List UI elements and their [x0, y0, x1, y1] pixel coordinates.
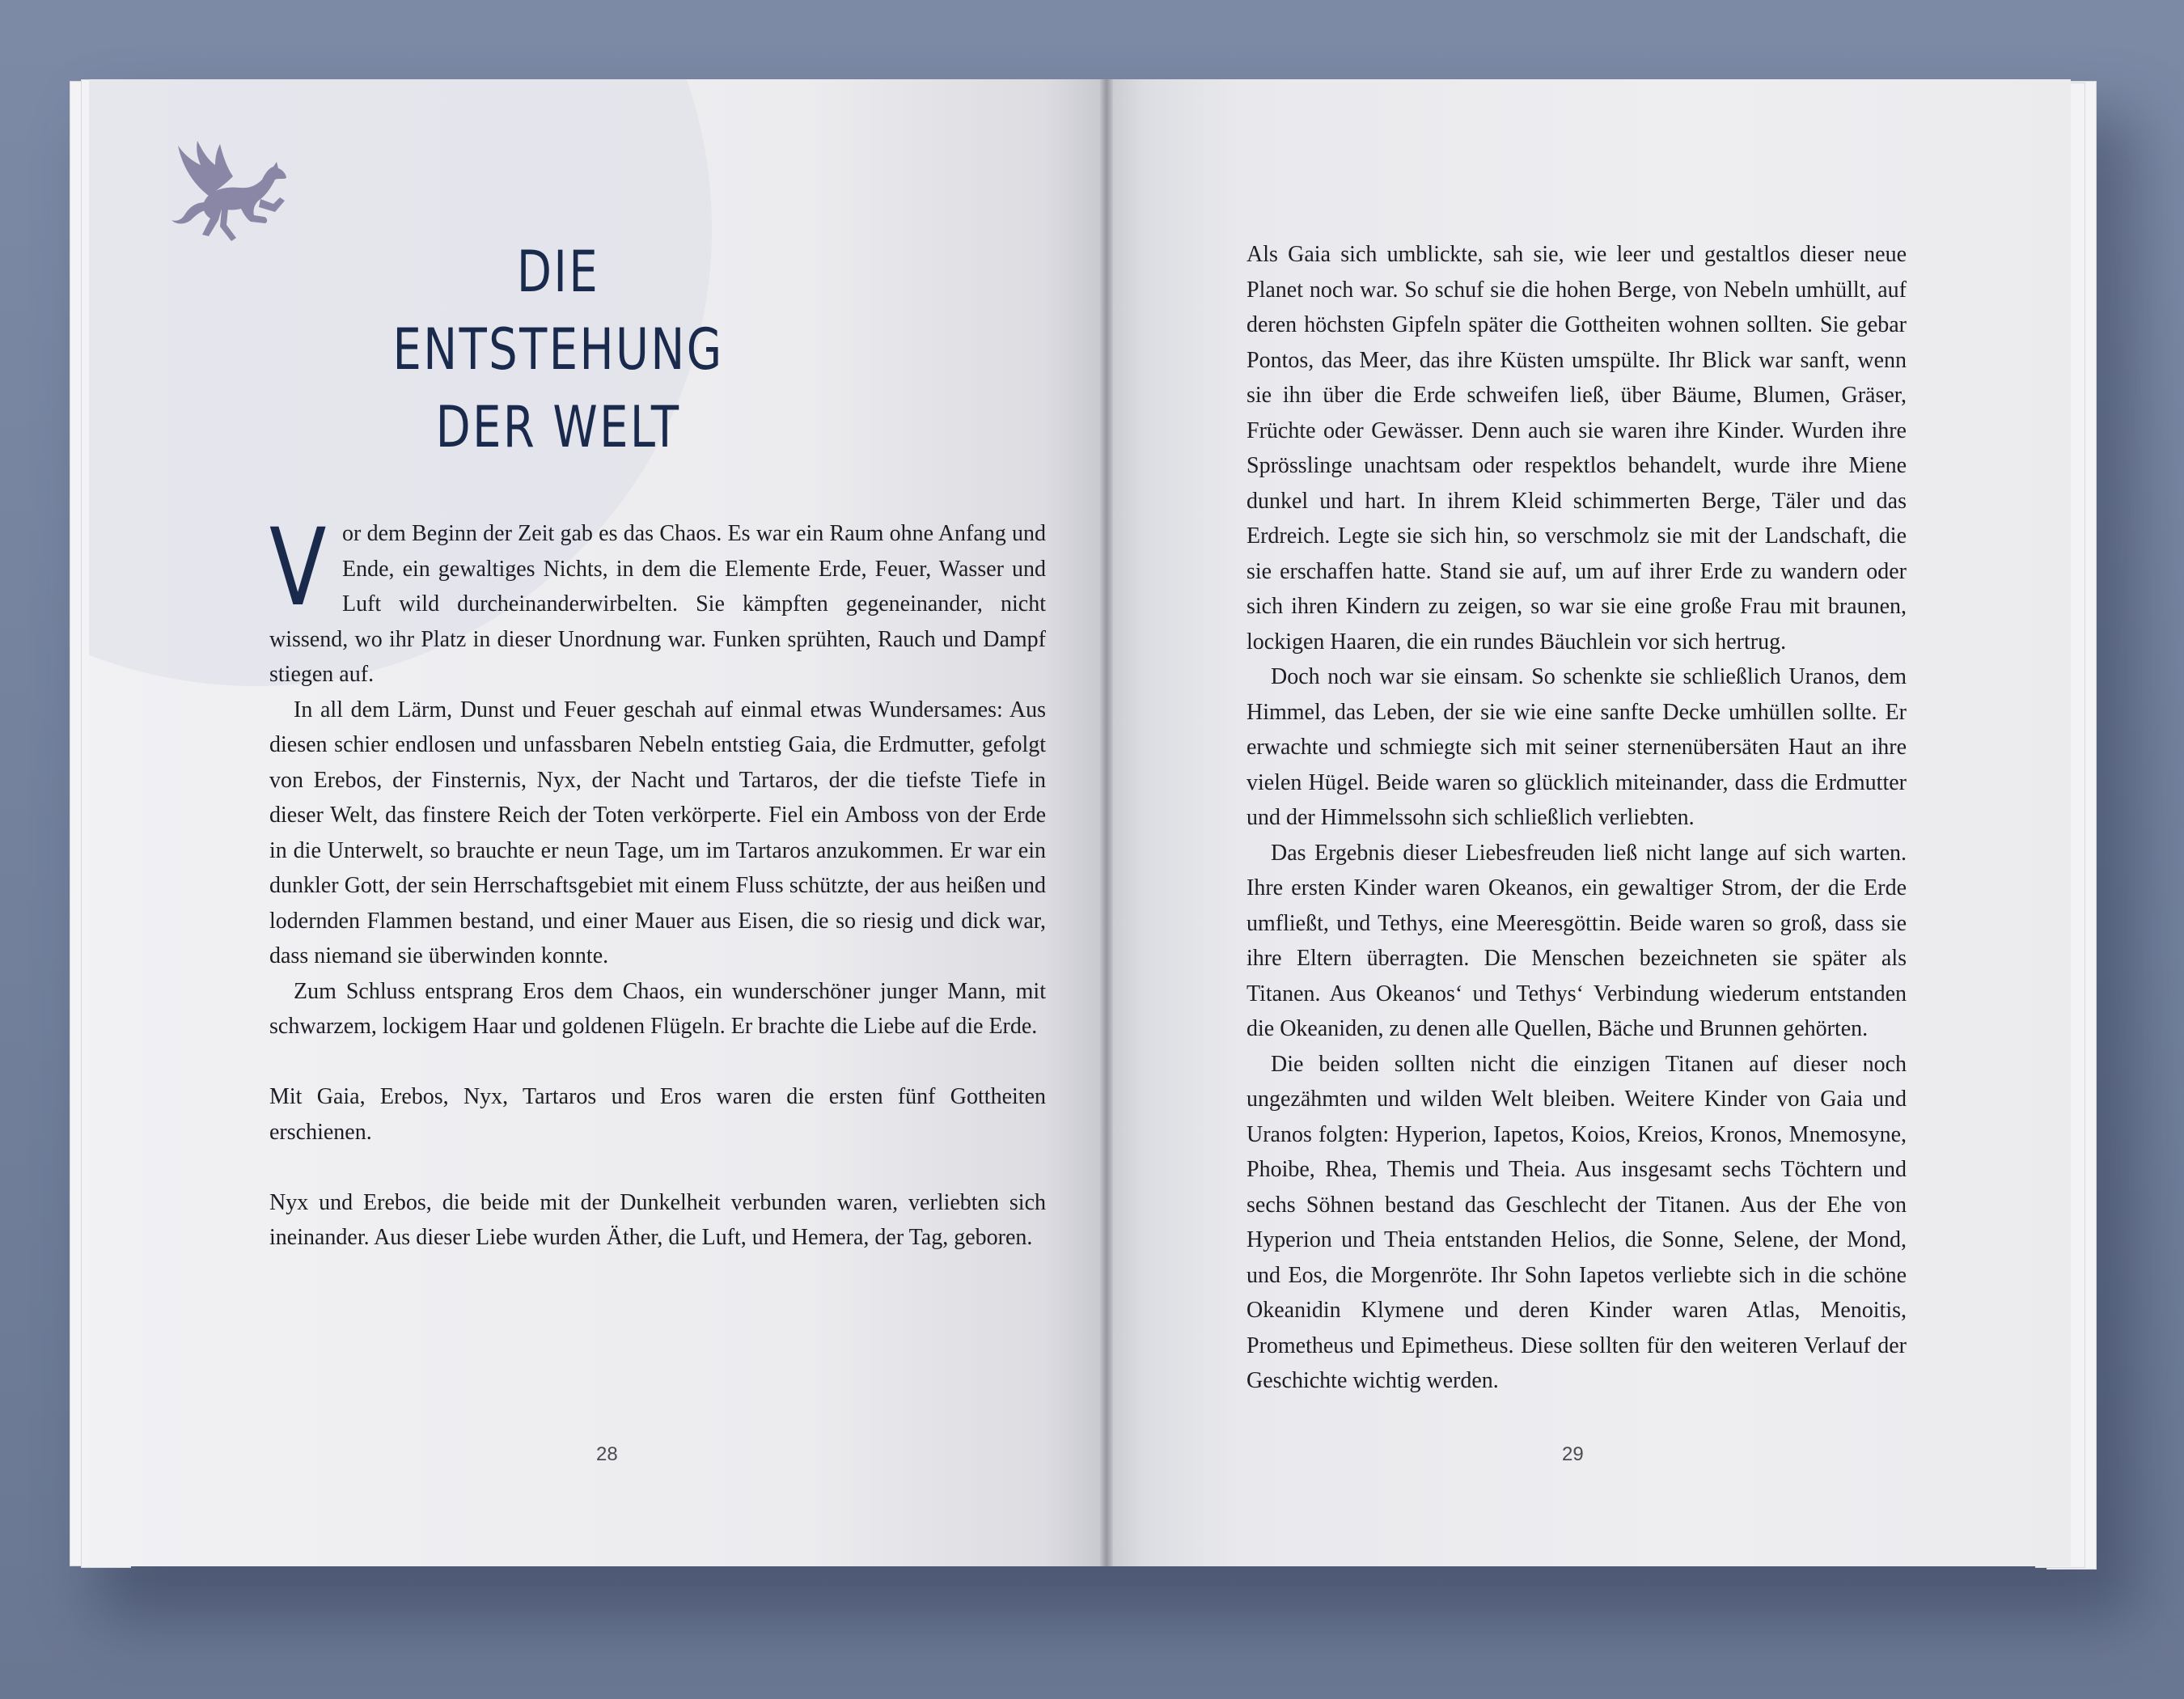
right-page	[1106, 79, 2071, 1566]
paragraph: Nyx und Erebos, die beide mit der Dunkelheit verbunden waren, verliebten sich ineinander. Aus dieser Liebe wurden Äther, die Luft, und Hemera, der Tag, geboren.	[269, 1189, 1046, 1250]
paragraph-text: or dem Beginn der Zeit gab es das Chaos. Es war ein Raum ohne Anfang und Ende, ein gewaltiges Nichts, in dem die Elemente Erde, Feuer, Wasser und Luft wild durcheinanderwirbelten. Sie kämpften gegeneinander, nicht wissend, wo ihr Platz in dieser Unordnung war. Funken sprühten, Rauch und Dampf stiegen auf.	[269, 521, 1046, 687]
paragraph: Zum Schluss entsprang Eros dem Chaos, ein wunderschöner junger Mann, mit schwarzem, lockigem Haar und goldenen Flügeln. Er brachte die Liebe auf die Erde.	[269, 978, 1046, 1039]
chapter-title-line-1: DIE	[516, 239, 600, 305]
pegasus-icon	[159, 121, 296, 259]
left-page	[89, 79, 1106, 1566]
paragraph: Mit Gaia, Erebos, Nyx, Tartaros und Eros waren die ersten fünf Gottheiten erschienen.	[269, 1084, 1046, 1145]
book-gutter	[1100, 79, 1113, 1566]
page-number: 28	[596, 1443, 618, 1465]
chapter-title-line-3: DER WELT	[435, 394, 681, 460]
paragraph: In all dem Lärm, Dunst und Feuer geschah auf einmal etwas Wundersames: Aus diesen schier endlosen und unfassbaren Nebeln entstieg Gaia, die Erdmutter, gefolgt von Erebos, der Finsternis, Nyx, der Nacht und Tartaros, der die tiefste Tiefe in dieser Welt, das finstere Reich der Toten verkörperte. Fiel ein Amboss von der Erde in die Unterwelt, so brauchte er neun Tage, um im Tartaros anzukommen. Er war ein dunkler Gott, der sein Herrschaftsgebiet mit einem Fluss schützte, der aus heißen und lodernden Flammen bestand, und einer Mauer aus Eisen, die so riesig und dick war, dass niemand sie überwinden konnte.	[269, 697, 1046, 968]
chapter-title	[377, 233, 739, 466]
right-page-body	[1246, 237, 1907, 1399]
paragraph: Doch noch war sie einsam. So schenkte sie schließlich Uranos, dem Himmel, das Leben, der sie wie eine sanfte Decke umhüllen sollte. Er erwachte und schmiegte sich mit seiner sternenübersäten Haut an ihre vielen Hügel. Beide waren so glücklich miteinander, dass die Erdmutter und der Himmelssohn sich schließlich verliebten.	[1246, 664, 1907, 830]
paragraph: Das Ergebnis dieser Liebesfreuden ließ nicht lange auf sich warten. Ihre ersten Kinder waren Okeanos, ein gewaltiger Strom, der die Erde umfließt, und Tethys, eine Meeresgöttin. Beide waren so groß, dass sie ihre Eltern überragten. Die Menschen bezeichneten sie später als Titanen. Aus Okeanos‘ und Tethys‘ Verbindung wiederum entstanden die Okeaniden, zu denen alle Quellen, Bäche und Brunnen gehörten.	[1246, 840, 1907, 1041]
left-page-body	[269, 506, 1046, 1256]
drop-cap: V	[269, 506, 327, 630]
paragraph: Als Gaia sich umblickte, sah sie, wie leer und gestaltlos dieser neue Planet noch war. So schuf sie die hohen Berge, von Nebeln umhüllt, auf deren höchsten Gipfeln später die Gottheiten wohnen sollten. Sie gebar Pontos, das Meer, das ihre Küsten umspülte. Ihr Blick war sanft, wenn sie ihn über die Erde schweifen ließ, über Bäume, Blumen, Gräser, Früchte oder Gewässer. Denn auch sie waren ihre Kinder. Wurden ihre Sprösslinge unachtsam oder respektlos behandelt, wurde ihre Miene dunkel und hart. In ihrem Kleid schimmerten Berge, Täler und das Erdreich. Legte sie sich hin, so verschmolz sie mit der Landschaft, die sie erschaffen hatte. Stand sie auf, um auf ihrer Erde zu wandern oder sich ihren Kindern zu zeigen, so war sie eine große Frau mit braunen, lockigen Haaren, die ein rundes Bäuchlein vor sich hertrug.	[1246, 242, 1907, 655]
paragraph	[269, 506, 1046, 693]
paragraph: Die beiden sollten nicht die einzigen Titanen auf dieser noch ungezähmten und wilden Welt bleiben. Weitere Kinder von Gaia und Uranos folgten: Hyperion, Iapetos, Koios, Kreios, Kronos, Mnemosyne, Phoibe, Rhea, Themis und Theia. Aus insgesamt sechs Töchtern und sechs Söhnen bestand das Geschlecht der Titanen. Aus der Ehe von Hyperion und Theia entstanden Helios, die Sonne, Selene, der Mond, und Eos, die Morgenröte. Ihr Sohn Iapetos verliebte sich in die schöne Okeanidin Klymene und deren Kinder waren Atlas, Menoitis, Prometheus und Epimetheus. Diese sollten für den weiteren Verlauf der Geschichte wichtig werden.	[1246, 1051, 1907, 1393]
page-number: 29	[1562, 1443, 1584, 1465]
chapter-title-line-2: ENTSTEHUNG	[392, 316, 724, 383]
